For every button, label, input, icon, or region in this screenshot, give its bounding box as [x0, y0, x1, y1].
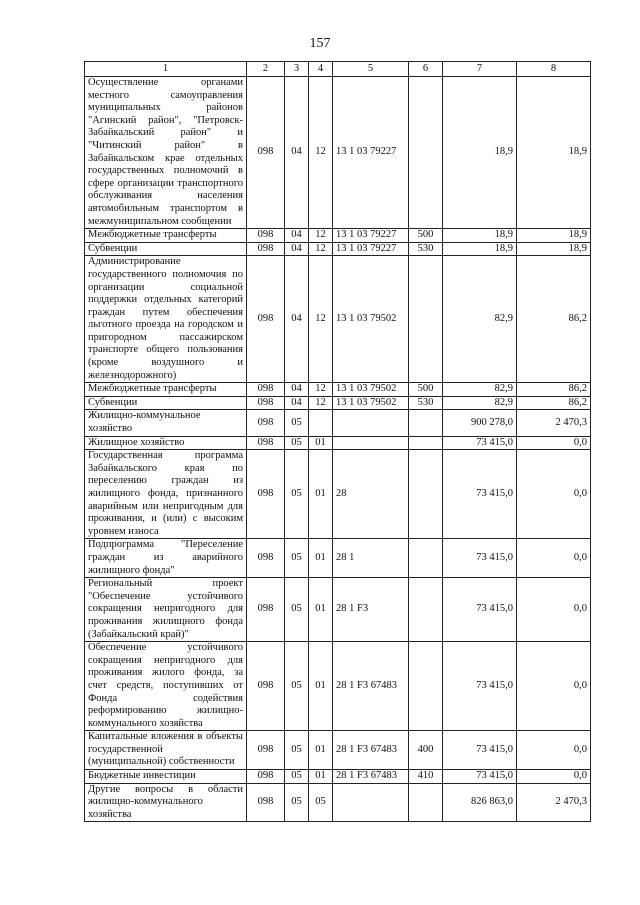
amount-year-2: 86,2 [517, 396, 591, 410]
section-code: 04 [285, 242, 309, 256]
expense-type-code [409, 539, 443, 578]
amount-year-1: 82,9 [443, 383, 517, 397]
table-row [85, 242, 591, 256]
amount-year-2: 86,2 [517, 256, 591, 383]
section-code: 05 [285, 578, 309, 642]
amount-year-2: 0,0 [517, 770, 591, 784]
section-code: 05 [285, 539, 309, 578]
amount-year-1: 73 415,0 [443, 578, 517, 642]
subsection-code: 01 [309, 642, 333, 731]
subsection-code [309, 410, 333, 436]
column-header: 1 [85, 62, 247, 77]
section-code: 05 [285, 450, 309, 539]
ved-code: 098 [247, 229, 285, 243]
subsection-code: 12 [309, 77, 333, 229]
table-row [85, 642, 591, 731]
subsection-code: 12 [309, 396, 333, 410]
page-number: 157 [309, 36, 331, 51]
item-name: Жилищное хозяйство [85, 436, 247, 450]
expense-type-code [409, 256, 443, 383]
subsection-code: 01 [309, 436, 333, 450]
target-article-code: 28 1 F3 67483 [333, 642, 409, 731]
ved-code: 098 [247, 256, 285, 383]
subsection-code: 12 [309, 383, 333, 397]
section-code: 04 [285, 396, 309, 410]
amount-year-2: 18,9 [517, 77, 591, 229]
amount-year-1: 18,9 [443, 229, 517, 243]
expense-type-code [409, 578, 443, 642]
item-name: Субвенции [85, 242, 247, 256]
table-row [85, 450, 591, 539]
section-code: 05 [285, 731, 309, 770]
amount-year-1: 18,9 [443, 77, 517, 229]
expense-type-code: 400 [409, 731, 443, 770]
target-article-code: 28 [333, 450, 409, 539]
amount-year-1: 82,9 [443, 396, 517, 410]
amount-year-1: 900 278,0 [443, 410, 517, 436]
amount-year-2: 0,0 [517, 642, 591, 731]
table-row [85, 383, 591, 397]
expense-type-code [409, 450, 443, 539]
subsection-code: 01 [309, 450, 333, 539]
column-header: 7 [443, 62, 517, 77]
amount-year-1: 82,9 [443, 256, 517, 383]
expense-type-code: 530 [409, 242, 443, 256]
ved-code: 098 [247, 383, 285, 397]
column-header: 3 [285, 62, 309, 77]
table-row [85, 770, 591, 784]
amount-year-2: 18,9 [517, 229, 591, 243]
column-header: 6 [409, 62, 443, 77]
expense-type-code [409, 410, 443, 436]
subsection-code: 12 [309, 256, 333, 383]
subsection-code: 01 [309, 578, 333, 642]
table-row [85, 578, 591, 642]
subsection-code: 01 [309, 731, 333, 770]
section-code: 04 [285, 229, 309, 243]
section-code: 05 [285, 642, 309, 731]
expense-type-code: 410 [409, 770, 443, 784]
target-article-code: 13 1 03 79502 [333, 256, 409, 383]
section-code: 04 [285, 383, 309, 397]
subsection-code: 12 [309, 242, 333, 256]
amount-year-1: 18,9 [443, 242, 517, 256]
item-name: Государственная программа Забайкальского края по переселению граждан из жилищного фонда, признанного аварийным или непригодным для проживания, и (или) с высоким уровнем износа [85, 450, 247, 539]
expense-type-code: 530 [409, 396, 443, 410]
expense-type-code [409, 642, 443, 731]
item-name: Капитальные вложения в объекты государственной (муниципальной) собственности [85, 731, 247, 770]
ved-code: 098 [247, 770, 285, 784]
amount-year-2: 0,0 [517, 731, 591, 770]
item-name: Жилищно-коммунальное хозяйство [85, 410, 247, 436]
amount-year-1: 73 415,0 [443, 642, 517, 731]
amount-year-2: 0,0 [517, 450, 591, 539]
item-name: Бюджетные инвестиции [85, 770, 247, 784]
column-header: 8 [517, 62, 591, 77]
ved-code: 098 [247, 578, 285, 642]
target-article-code: 13 1 03 79502 [333, 383, 409, 397]
subsection-code: 01 [309, 539, 333, 578]
subsection-code: 12 [309, 229, 333, 243]
expense-type-code [409, 783, 443, 822]
expense-type-code: 500 [409, 383, 443, 397]
target-article-code: 28 1 F3 67483 [333, 770, 409, 784]
header-row [85, 62, 591, 77]
item-name: Региональный проект "Обеспечение устойчивого сокращения непригодного для проживания жилищного фонда (Забайкальский край)" [85, 578, 247, 642]
amount-year-1: 73 415,0 [443, 731, 517, 770]
target-article-code: 28 1 F3 [333, 578, 409, 642]
amount-year-2: 0,0 [517, 578, 591, 642]
section-code: 05 [285, 770, 309, 784]
table-row [85, 256, 591, 383]
ved-code: 098 [247, 731, 285, 770]
item-name: Межбюджетные трансферты [85, 383, 247, 397]
expense-type-code [409, 77, 443, 229]
item-name: Межбюджетные трансферты [85, 229, 247, 243]
item-name: Администрирование государственного полномочия по организации социальной поддержки отдельных категорий граждан путем обеспечения льготного проезда на городском и пригородном пассажирском транспорте общего пользования (кроме воздушного и железнодорожного) [85, 256, 247, 383]
section-code: 04 [285, 77, 309, 229]
ved-code: 098 [247, 396, 285, 410]
table-row [85, 436, 591, 450]
target-article-code: 13 1 03 79227 [333, 77, 409, 229]
amount-year-1: 826 863,0 [443, 783, 517, 822]
ved-code: 098 [247, 436, 285, 450]
item-name: Подпрограмма "Переселение граждан из аварийного жилищного фонда" [85, 539, 247, 578]
expense-type-code: 500 [409, 229, 443, 243]
ved-code: 098 [247, 410, 285, 436]
amount-year-2: 2 470,3 [517, 410, 591, 436]
table-row [85, 731, 591, 770]
budget-table [84, 61, 591, 822]
ved-code: 098 [247, 642, 285, 731]
amount-year-1: 73 415,0 [443, 770, 517, 784]
column-header: 4 [309, 62, 333, 77]
amount-year-2: 2 470,3 [517, 783, 591, 822]
subsection-code: 05 [309, 783, 333, 822]
ved-code: 098 [247, 77, 285, 229]
column-header: 5 [333, 62, 409, 77]
item-name: Обеспечение устойчивого сокращения непригодного для проживания жилого фонда, за счет средств, поступивших от Фонда содействия реформированию жилищно-коммунального хозяйства [85, 642, 247, 731]
target-article-code: 13 1 03 79227 [333, 242, 409, 256]
amount-year-2: 86,2 [517, 383, 591, 397]
amount-year-1: 73 415,0 [443, 436, 517, 450]
ved-code: 098 [247, 539, 285, 578]
amount-year-1: 73 415,0 [443, 450, 517, 539]
target-article-code [333, 410, 409, 436]
subsection-code: 01 [309, 770, 333, 784]
section-code: 05 [285, 410, 309, 436]
amount-year-2: 18,9 [517, 242, 591, 256]
ved-code: 098 [247, 242, 285, 256]
amount-year-1: 73 415,0 [443, 539, 517, 578]
item-name: Субвенции [85, 396, 247, 410]
section-code: 04 [285, 256, 309, 383]
ved-code: 098 [247, 450, 285, 539]
table-row [85, 77, 591, 229]
target-article-code: 28 1 F3 67483 [333, 731, 409, 770]
table-row [85, 783, 591, 822]
amount-year-2: 0,0 [517, 539, 591, 578]
item-name: Другие вопросы в области жилищно-коммунального хозяйства [85, 783, 247, 822]
table-row [85, 410, 591, 436]
target-article-code: 13 1 03 79227 [333, 229, 409, 243]
amount-year-2: 0,0 [517, 436, 591, 450]
target-article-code: 13 1 03 79502 [333, 396, 409, 410]
target-article-code [333, 783, 409, 822]
section-code: 05 [285, 783, 309, 822]
column-header: 2 [247, 62, 285, 77]
table-row [85, 396, 591, 410]
table-row [85, 539, 591, 578]
section-code: 05 [285, 436, 309, 450]
target-article-code: 28 1 [333, 539, 409, 578]
table-body [85, 77, 591, 822]
ved-code: 098 [247, 783, 285, 822]
item-name: Осуществление органами местного самоуправления муниципальных районов "Агинский район", "Петровск-Забайкальский район" и "Читинский район" в Забайкальском крае отдельных государственных полномочий в сфере организации транспортного обслуживания населения автомобильным транспортом в межмуниципальном сообщении [85, 77, 247, 229]
expense-type-code [409, 436, 443, 450]
table-row [85, 229, 591, 243]
target-article-code [333, 436, 409, 450]
